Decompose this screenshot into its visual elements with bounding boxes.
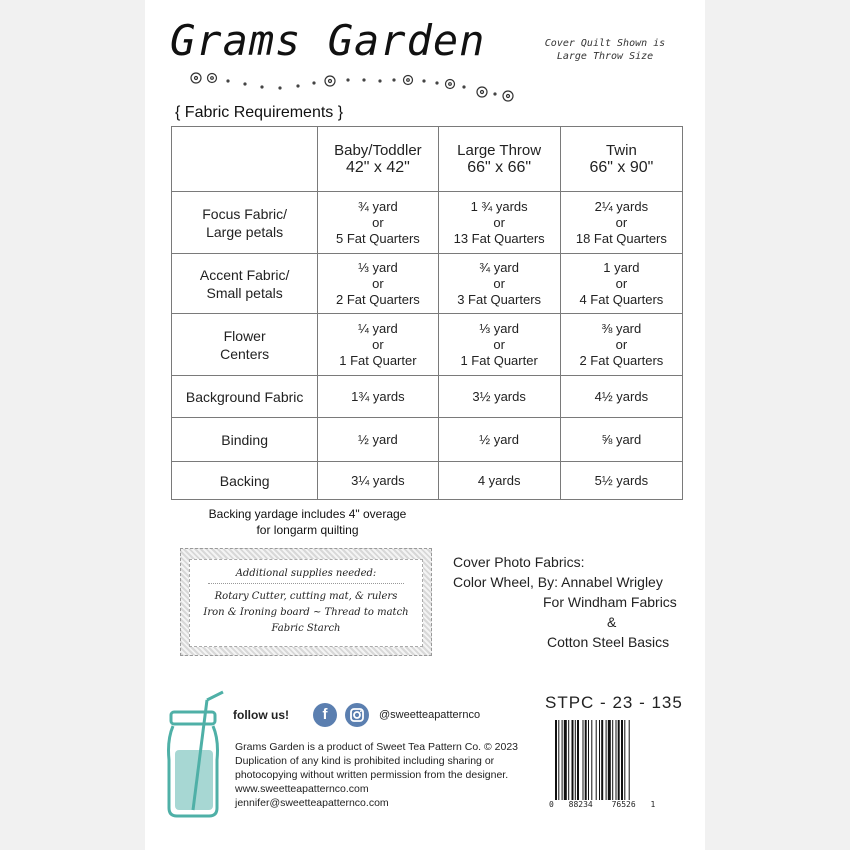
cell-line: ¾ yard [358, 198, 398, 214]
cell-line: or [372, 336, 384, 352]
column-header-size: 42" x 42" [345, 159, 410, 176]
row-label-line: Focus Fabric/ [202, 205, 288, 222]
fabric-requirements-heading: { Fabric Requirements } [175, 104, 344, 121]
cover-photo-line: Cotton Steel Basics [547, 634, 670, 650]
copyright-footer [235, 740, 535, 810]
barcode-bar [608, 720, 611, 800]
table-cell: 4½ yards [560, 376, 682, 418]
cell-line: or [493, 275, 505, 291]
table-cell [560, 192, 682, 254]
table-row [172, 314, 683, 376]
instagram-glyph [345, 703, 369, 727]
table-cell: ½ yard [438, 418, 560, 462]
cell-line: ⅓ yard [479, 320, 519, 336]
barcode-bar [606, 720, 607, 800]
column-header-size: 66" x 66" [467, 159, 532, 176]
barcode-bar [564, 720, 567, 800]
cell-line: or [615, 336, 628, 352]
table-corner-cell [172, 127, 318, 192]
cover-photo-heading: Cover Photo Fabrics: [453, 554, 585, 570]
mason-jar-logo [163, 690, 233, 820]
instagram-icon[interactable] [345, 703, 369, 727]
barcode-bar [585, 720, 587, 800]
column-header-large-throw [438, 127, 560, 192]
table-row [172, 192, 683, 254]
cell-line: or [372, 275, 384, 291]
cell-line: 4 Fat Quarters [579, 291, 664, 307]
cover-photo-line: Color Wheel, By: Annabel Wrigley [453, 574, 663, 590]
table-cell [318, 192, 438, 254]
cell-line: 5 Fat Quarters [335, 230, 420, 246]
supplies-line: Fabric Starch [271, 623, 341, 634]
supplies-line: Rotary Cutter, cutting mat, & rulers [214, 591, 398, 602]
additional-supplies-box [180, 548, 432, 656]
table-cell [318, 254, 438, 314]
barcode-graphic [553, 720, 663, 800]
cover-quilt-note-line: Large Throw Size [556, 51, 654, 62]
cell-line: or [493, 336, 505, 352]
row-label-line: Flower [223, 327, 266, 344]
row-label-binding: Binding [172, 418, 318, 462]
cell-line: or [615, 275, 628, 291]
barcode-digit-group: 0 [549, 800, 554, 809]
supplies-title: Additional supplies needed: [235, 568, 377, 579]
backing-note-line: Backing yardage includes 4" overage [208, 507, 407, 521]
social-handle[interactable]: @sweetteapatternco [379, 709, 481, 721]
row-label-line: Small petals [206, 284, 283, 301]
cell-line: ⅜ yard [601, 320, 642, 336]
supplies-divider [208, 583, 404, 584]
table-cell [560, 314, 682, 376]
barcode-bar [588, 720, 589, 800]
footer-line: Duplication of any kind is prohibited including sharing or [235, 755, 495, 767]
barcode-bar [572, 720, 574, 800]
row-label-line: Accent Fabric/ [199, 266, 290, 283]
table-cell: 3½ yards [438, 376, 560, 418]
column-header-size: 66" x 90" [589, 159, 654, 176]
cell-line: or [372, 214, 384, 230]
column-header-name: Baby/Toddler [334, 142, 422, 159]
cell-line: 13 Fat Quarters [453, 230, 545, 246]
cell-line: 3 Fat Quarters [457, 291, 542, 307]
facebook-icon[interactable]: f [313, 703, 337, 727]
cell-line: 1 ¾ yards [470, 198, 528, 214]
barcode-bar [562, 720, 563, 800]
table-row [172, 418, 683, 462]
supplies-card [189, 559, 423, 647]
barcode-bar [616, 720, 617, 800]
cell-line: 2¼ yards [594, 198, 649, 214]
cell-line: ¾ yard [479, 259, 519, 275]
table-cell [438, 254, 560, 314]
barcode-bar [601, 720, 603, 800]
table-row [172, 376, 683, 418]
barcode-bar [583, 720, 584, 800]
barcode-bar [575, 720, 576, 800]
barcode-bar [599, 720, 600, 800]
barcode-bar [624, 720, 625, 800]
backing-note-line: for longarm quilting [256, 523, 359, 537]
row-label-focus-fabric [172, 192, 318, 254]
table-cell: ½ yard [318, 418, 438, 462]
backing-yardage-note [195, 506, 420, 538]
cell-line: 2 Fat Quarters [335, 291, 420, 307]
table-cell [560, 254, 682, 314]
table-cell: 1¾ yards [318, 376, 438, 418]
fabric-requirements-table [171, 126, 683, 500]
table-cell: ⅝ yard [560, 418, 682, 462]
table-cell: 5½ yards [560, 462, 682, 500]
cell-line: or [493, 214, 505, 230]
column-header-name: Twin [605, 142, 637, 159]
barcode-digit-group: 88234 [568, 800, 593, 809]
barcode-bar [629, 720, 630, 800]
cover-photo-line: & [607, 614, 617, 630]
cell-line: 18 Fat Quarters [575, 230, 667, 246]
row-label-line: Centers [220, 345, 270, 362]
barcode-bar [555, 720, 557, 800]
barcode-bar [591, 720, 592, 800]
barcode-bar [577, 720, 579, 800]
footer-line: photocopying without written permission from the designer. [235, 769, 509, 781]
pattern-title: Grams Garden [170, 16, 486, 65]
flower-garland-decoration [190, 72, 525, 108]
barcode-bar [568, 720, 569, 800]
footer-line: Grams Garden is a product of Sweet Tea Pattern Co. © 2023 [235, 741, 519, 753]
follow-us-label: follow us! [233, 708, 289, 722]
column-header-twin [560, 127, 682, 192]
pattern-back-cover [145, 0, 705, 850]
barcode-bar [596, 720, 597, 800]
cell-line: ⅓ yard [358, 259, 398, 275]
table-header-row [172, 127, 683, 192]
table-cell: 4 yards [438, 462, 560, 500]
barcode-bar [621, 720, 623, 800]
barcode-bar [612, 720, 613, 800]
cell-line: 1 yard [603, 259, 640, 275]
column-header-baby-toddler [318, 127, 438, 192]
table-row [172, 462, 683, 500]
barcode-digit-group: 1 [650, 800, 656, 809]
barcode-bar [618, 720, 620, 800]
row-label-backing: Backing [172, 462, 318, 500]
barcode-bar [558, 720, 559, 800]
row-label-accent-fabric [172, 254, 318, 314]
pattern-sku: STPC - 23 - 135 [545, 693, 683, 712]
table-cell [318, 314, 438, 376]
row-label-background-fabric: Background Fabric [172, 376, 318, 418]
cover-quilt-note [530, 37, 680, 63]
barcode-digit-group: 76526 [611, 800, 636, 809]
website-link[interactable]: www.sweetteapatternco.com [235, 783, 369, 795]
row-label-line: Large petals [206, 223, 284, 240]
row-label-flower-centers [172, 314, 318, 376]
cell-line: 1 Fat Quarter [339, 352, 417, 368]
cell-line: or [615, 214, 628, 230]
email-link[interactable]: jennifer@sweetteapatternco.com [235, 797, 389, 809]
cell-line: 1 Fat Quarter [460, 352, 538, 368]
barcode-digits [549, 800, 679, 809]
supplies-line: Iron & Ironing board ~ Thread to match [203, 607, 409, 618]
cell-line: 2 Fat Quarters [579, 352, 664, 368]
table-cell [438, 314, 560, 376]
table-cell [438, 192, 560, 254]
cover-photo-line: For Windham Fabrics [543, 594, 677, 610]
table-cell: 3¼ yards [318, 462, 438, 500]
column-header-name: Large Throw [457, 142, 542, 159]
table-row [172, 254, 683, 314]
cell-line: ¼ yard [358, 320, 398, 336]
cover-quilt-note-line: Cover Quilt Shown is [544, 38, 666, 49]
